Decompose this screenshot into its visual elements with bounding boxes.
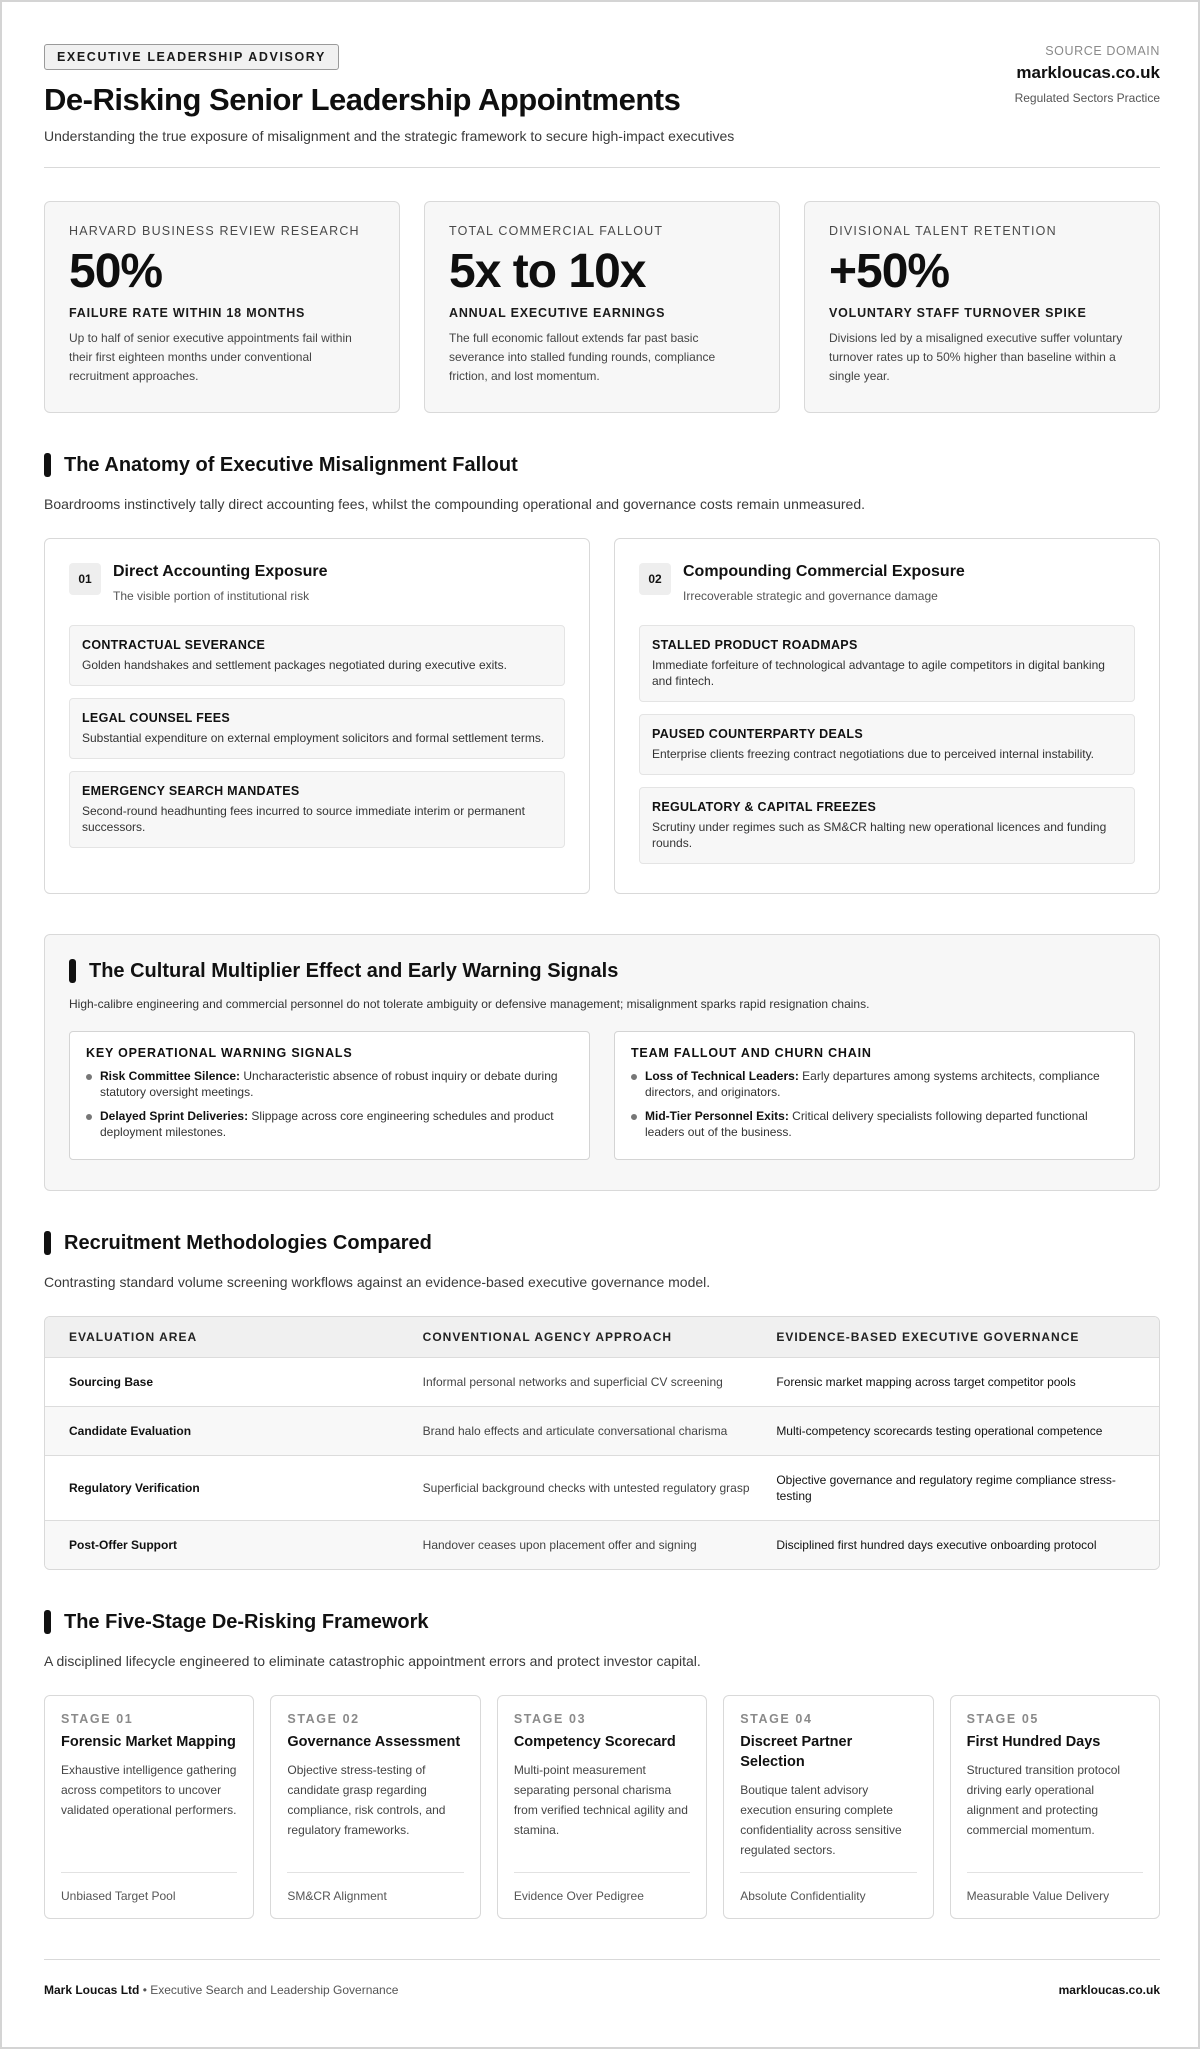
stage-description: Exhaustive intelligence gathering across competitors to uncover validated operational performers. — [61, 1763, 237, 1817]
table-cell-evidence: Disciplined first hundred days executive onboarding protocol — [776, 1538, 1097, 1552]
stage-card — [723, 1695, 933, 1919]
stat-card — [804, 201, 1160, 413]
card-subtitle: The visible portion of institutional risk — [113, 589, 310, 603]
page-footer — [44, 1959, 1160, 2019]
signal-list — [86, 1068, 573, 1140]
signal-list — [631, 1068, 1118, 1140]
table-row — [45, 1406, 1159, 1455]
table-row — [45, 1520, 1159, 1569]
table-cell-evidence: Multi-competency scorecards testing operational competence — [776, 1424, 1103, 1438]
stat-description: Up to half of senior executive appointments fail within their first eighteen months under conventional recruitment approaches. — [69, 331, 352, 383]
table-cell-conventional: Informal personal networks and superficial CV screening — [422, 1375, 723, 1389]
section-marker — [44, 1231, 51, 1255]
item-title: REGULATORY & CAPITAL FREEZES — [652, 800, 877, 814]
page-subtitle: Understanding the true exposure of misalignment and the strategic framework to secure high-impact executives — [44, 128, 735, 144]
stage-card — [497, 1695, 707, 1919]
signal-lead: Loss of Technical Leaders: — [645, 1069, 799, 1083]
section-marker — [44, 453, 51, 477]
table-cell-conventional: Superficial background checks with untested regulatory grasp — [422, 1481, 750, 1495]
table-cell-area: Candidate Evaluation — [69, 1424, 192, 1438]
table-cell-evidence: Forensic market mapping across target competitor pools — [776, 1375, 1076, 1389]
stage-card — [950, 1695, 1160, 1919]
exposure-item — [69, 698, 565, 759]
signal-card-title: TEAM FALLOUT AND CHURN CHAIN — [631, 1046, 872, 1060]
exposure-item — [69, 625, 565, 686]
stage-cards — [44, 1695, 1160, 1919]
signal-card — [614, 1031, 1135, 1160]
stat-label: FAILURE RATE WITHIN 18 MONTHS — [69, 306, 306, 320]
stat-card — [424, 201, 780, 413]
source-block — [1015, 44, 1160, 105]
table-cell-area: Sourcing Base — [69, 1375, 154, 1389]
section-title: The Cultural Multiplier Effect and Early Warning Signals — [89, 959, 619, 982]
exposure-cards — [44, 538, 1160, 894]
signal-text: Slippage across core engineering schedules and product deployment milestones. — [100, 1109, 554, 1139]
stage-card — [270, 1695, 480, 1919]
signal-card — [69, 1031, 590, 1160]
table-cell-conventional: Handover ceases upon placement offer and signing — [422, 1538, 697, 1552]
stage-outcome: Absolute Confidentiality — [740, 1872, 916, 1918]
stat-value: 5x to 10x — [449, 245, 646, 298]
item-title: STALLED PRODUCT ROADMAPS — [652, 638, 858, 652]
signal-text: Uncharacteristic absence of robust inquiry or debate during statutory oversight meetings. — [100, 1069, 558, 1099]
stage-outcome: SM&CR Alignment — [287, 1872, 463, 1918]
exposure-card — [614, 538, 1160, 894]
footer-tagline: • Executive Search and Leadership Governance — [139, 1982, 399, 1997]
signal-item — [631, 1108, 1118, 1140]
comparison-table — [44, 1316, 1160, 1570]
table-row — [45, 1357, 1159, 1406]
stat-label: VOLUNTARY STAFF TURNOVER SPIKE — [829, 306, 1087, 320]
item-title: LEGAL COUNSEL FEES — [82, 711, 231, 725]
section-subtitle: Contrasting standard volume screening workflows against an evidence-based executive governance model. — [44, 1274, 711, 1290]
item-description: Second-round headhunting fees incurred to source immediate interim or permanent successors. — [82, 804, 525, 834]
stat-kicker: DIVISIONAL TALENT RETENTION — [829, 224, 1057, 238]
exposure-card — [44, 538, 590, 894]
stat-value: 50% — [69, 245, 163, 298]
exposure-item — [639, 714, 1135, 775]
stat-description: The full economic fallout extends far past basic severance into stalled funding rounds, compliance friction, and lost momentum. — [449, 331, 716, 383]
item-title: EMERGENCY SEARCH MANDATES — [82, 784, 300, 798]
exposure-item — [639, 787, 1135, 864]
stage-outcome: Unbiased Target Pool — [61, 1872, 237, 1918]
signal-item — [86, 1068, 573, 1100]
signal-cards — [69, 1031, 1135, 1160]
stage-title: Discreet Partner Selection — [740, 1734, 853, 1770]
exposure-card-header — [69, 563, 565, 603]
stage-number: STAGE 05 — [966, 1712, 1039, 1726]
card-title: Compounding Commercial Exposure — [683, 563, 965, 580]
table-row — [45, 1455, 1159, 1520]
signal-lead: Risk Committee Silence: — [100, 1069, 241, 1083]
footer-credit — [44, 1983, 398, 1997]
section-title: Recruitment Methodologies Compared — [64, 1231, 432, 1254]
table-header-row — [45, 1317, 1159, 1357]
stage-number: STAGE 04 — [740, 1712, 813, 1726]
stage-number: STAGE 03 — [513, 1712, 587, 1726]
signal-text: Critical delivery specialists following departed functional leaders out of the business. — [645, 1109, 1088, 1139]
card-subtitle: Irrecoverable strategic and governance damage — [683, 589, 938, 603]
signal-lead: Mid-Tier Personnel Exits: — [645, 1109, 789, 1123]
table-header-cell: EVIDENCE-BASED EXECUTIVE GOVERNANCE — [776, 1330, 1080, 1344]
table-cell-evidence: Objective governance and regulatory regime compliance stress-testing — [776, 1473, 1116, 1503]
stage-description: Multi-point measurement separating personal charisma from verified technical agility and stamina. — [513, 1763, 688, 1837]
stat-kicker: HARVARD BUSINESS REVIEW RESEARCH — [69, 224, 360, 238]
cultural-panel — [44, 934, 1160, 1191]
table-header-cell: CONVENTIONAL AGENCY APPROACH — [422, 1330, 673, 1344]
stage-description: Objective stress-testing of candidate grasp regarding compliance, risk controls, and regulatory frameworks. — [287, 1763, 446, 1837]
stage-number: STAGE 01 — [61, 1712, 134, 1726]
stage-outcome: Evidence Over Pedigree — [514, 1872, 690, 1918]
page-title: De-Risking Senior Leadership Appointments — [44, 82, 681, 117]
stat-description: Divisions led by a misaligned executive suffer voluntary turnover rates up to 50% higher than baseline within a single year. — [829, 331, 1123, 383]
source-label: SOURCE DOMAIN — [1045, 44, 1160, 58]
card-title: Direct Accounting Exposure — [113, 563, 328, 580]
stage-description: Structured transition protocol driving early operational alignment and protecting commercial momentum. — [966, 1763, 1121, 1837]
section-heading — [44, 453, 1160, 477]
signal-item — [86, 1108, 573, 1140]
stage-description: Boutique talent advisory execution ensuring complete confidentiality across sensitive regulated sectors. — [740, 1783, 902, 1857]
signal-lead: Delayed Sprint Deliveries: — [100, 1109, 249, 1123]
stat-label: ANNUAL EXECUTIVE EARNINGS — [449, 306, 666, 320]
stage-title: First Hundred Days — [966, 1734, 1101, 1750]
section-marker — [44, 1610, 51, 1634]
section-marker — [69, 959, 76, 983]
page-header — [44, 44, 1160, 168]
stat-value: +50% — [829, 245, 950, 298]
stat-cards — [44, 201, 1160, 413]
section-heading — [69, 959, 1135, 983]
section-title: The Anatomy of Executive Misalignment Fallout — [64, 453, 518, 476]
signal-item — [631, 1068, 1118, 1100]
section-heading — [44, 1231, 1160, 1255]
exposure-item — [639, 625, 1135, 702]
footer-domain-link[interactable]: markloucas.co.uk — [1058, 1982, 1160, 1997]
stage-outcome: Measurable Value Delivery — [967, 1872, 1143, 1918]
table-cell-conventional: Brand halo effects and articulate conversational charisma — [422, 1424, 728, 1438]
signal-text: Early departures among systems architects, compliance directors, and originators. — [645, 1069, 1100, 1099]
section-heading — [44, 1610, 1160, 1634]
item-description: Substantial expenditure on external employment solicitors and formal settlement terms. — [82, 731, 545, 745]
item-description: Golden handshakes and settlement packages negotiated during executive exits. — [82, 658, 507, 672]
stage-title: Governance Assessment — [287, 1734, 461, 1750]
table-cell-area: Post-Offer Support — [69, 1538, 177, 1552]
source-domain-link[interactable]: markloucas.co.uk — [1016, 63, 1160, 82]
table-cell-area: Regulatory Verification — [69, 1481, 200, 1495]
stage-card — [44, 1695, 254, 1919]
exposure-item — [69, 771, 565, 848]
card-number-badge: 02 — [639, 563, 671, 595]
page-content — [44, 44, 1160, 2019]
item-description: Enterprise clients freezing contract negotiations due to perceived internal instability. — [652, 747, 1095, 761]
stage-number: STAGE 02 — [287, 1712, 360, 1726]
source-practice: Regulated Sectors Practice — [1014, 91, 1160, 105]
section-title: The Five-Stage De-Risking Framework — [64, 1610, 429, 1633]
stat-kicker: TOTAL COMMERCIAL FALLOUT — [449, 224, 664, 238]
item-description: Scrutiny under regimes such as SM&CR halting new operational licences and funding rounds. — [652, 820, 1107, 850]
footer-company: Mark Loucas Ltd — [44, 1982, 140, 1997]
exposure-card-header — [639, 563, 1135, 603]
signal-card-title: KEY OPERATIONAL WARNING SIGNALS — [86, 1046, 353, 1060]
stage-title: Forensic Market Mapping — [61, 1734, 236, 1750]
stage-title: Competency Scorecard — [513, 1734, 676, 1750]
section-subtitle: High-calibre engineering and commercial personnel do not tolerate ambiguity or defensive management; misalignment sparks rapid resignation chains. — [69, 997, 870, 1011]
category-tag: EXECUTIVE LEADERSHIP ADVISORY — [44, 44, 339, 70]
item-description: Immediate forfeiture of technological advantage to agile competitors in digital banking and fintech. — [652, 658, 1105, 688]
item-title: PAUSED COUNTERPARTY DEALS — [652, 727, 863, 741]
card-number-badge: 01 — [69, 563, 101, 595]
item-title: CONTRACTUAL SEVERANCE — [82, 638, 266, 652]
stat-card — [44, 201, 400, 413]
section-subtitle: Boardrooms instinctively tally direct accounting fees, whilst the compounding operational and governance costs remain unmeasured. — [44, 496, 866, 512]
section-subtitle: A disciplined lifecycle engineered to eliminate catastrophic appointment errors and protect investor capital. — [44, 1653, 701, 1669]
table-header-cell: EVALUATION AREA — [69, 1330, 198, 1344]
